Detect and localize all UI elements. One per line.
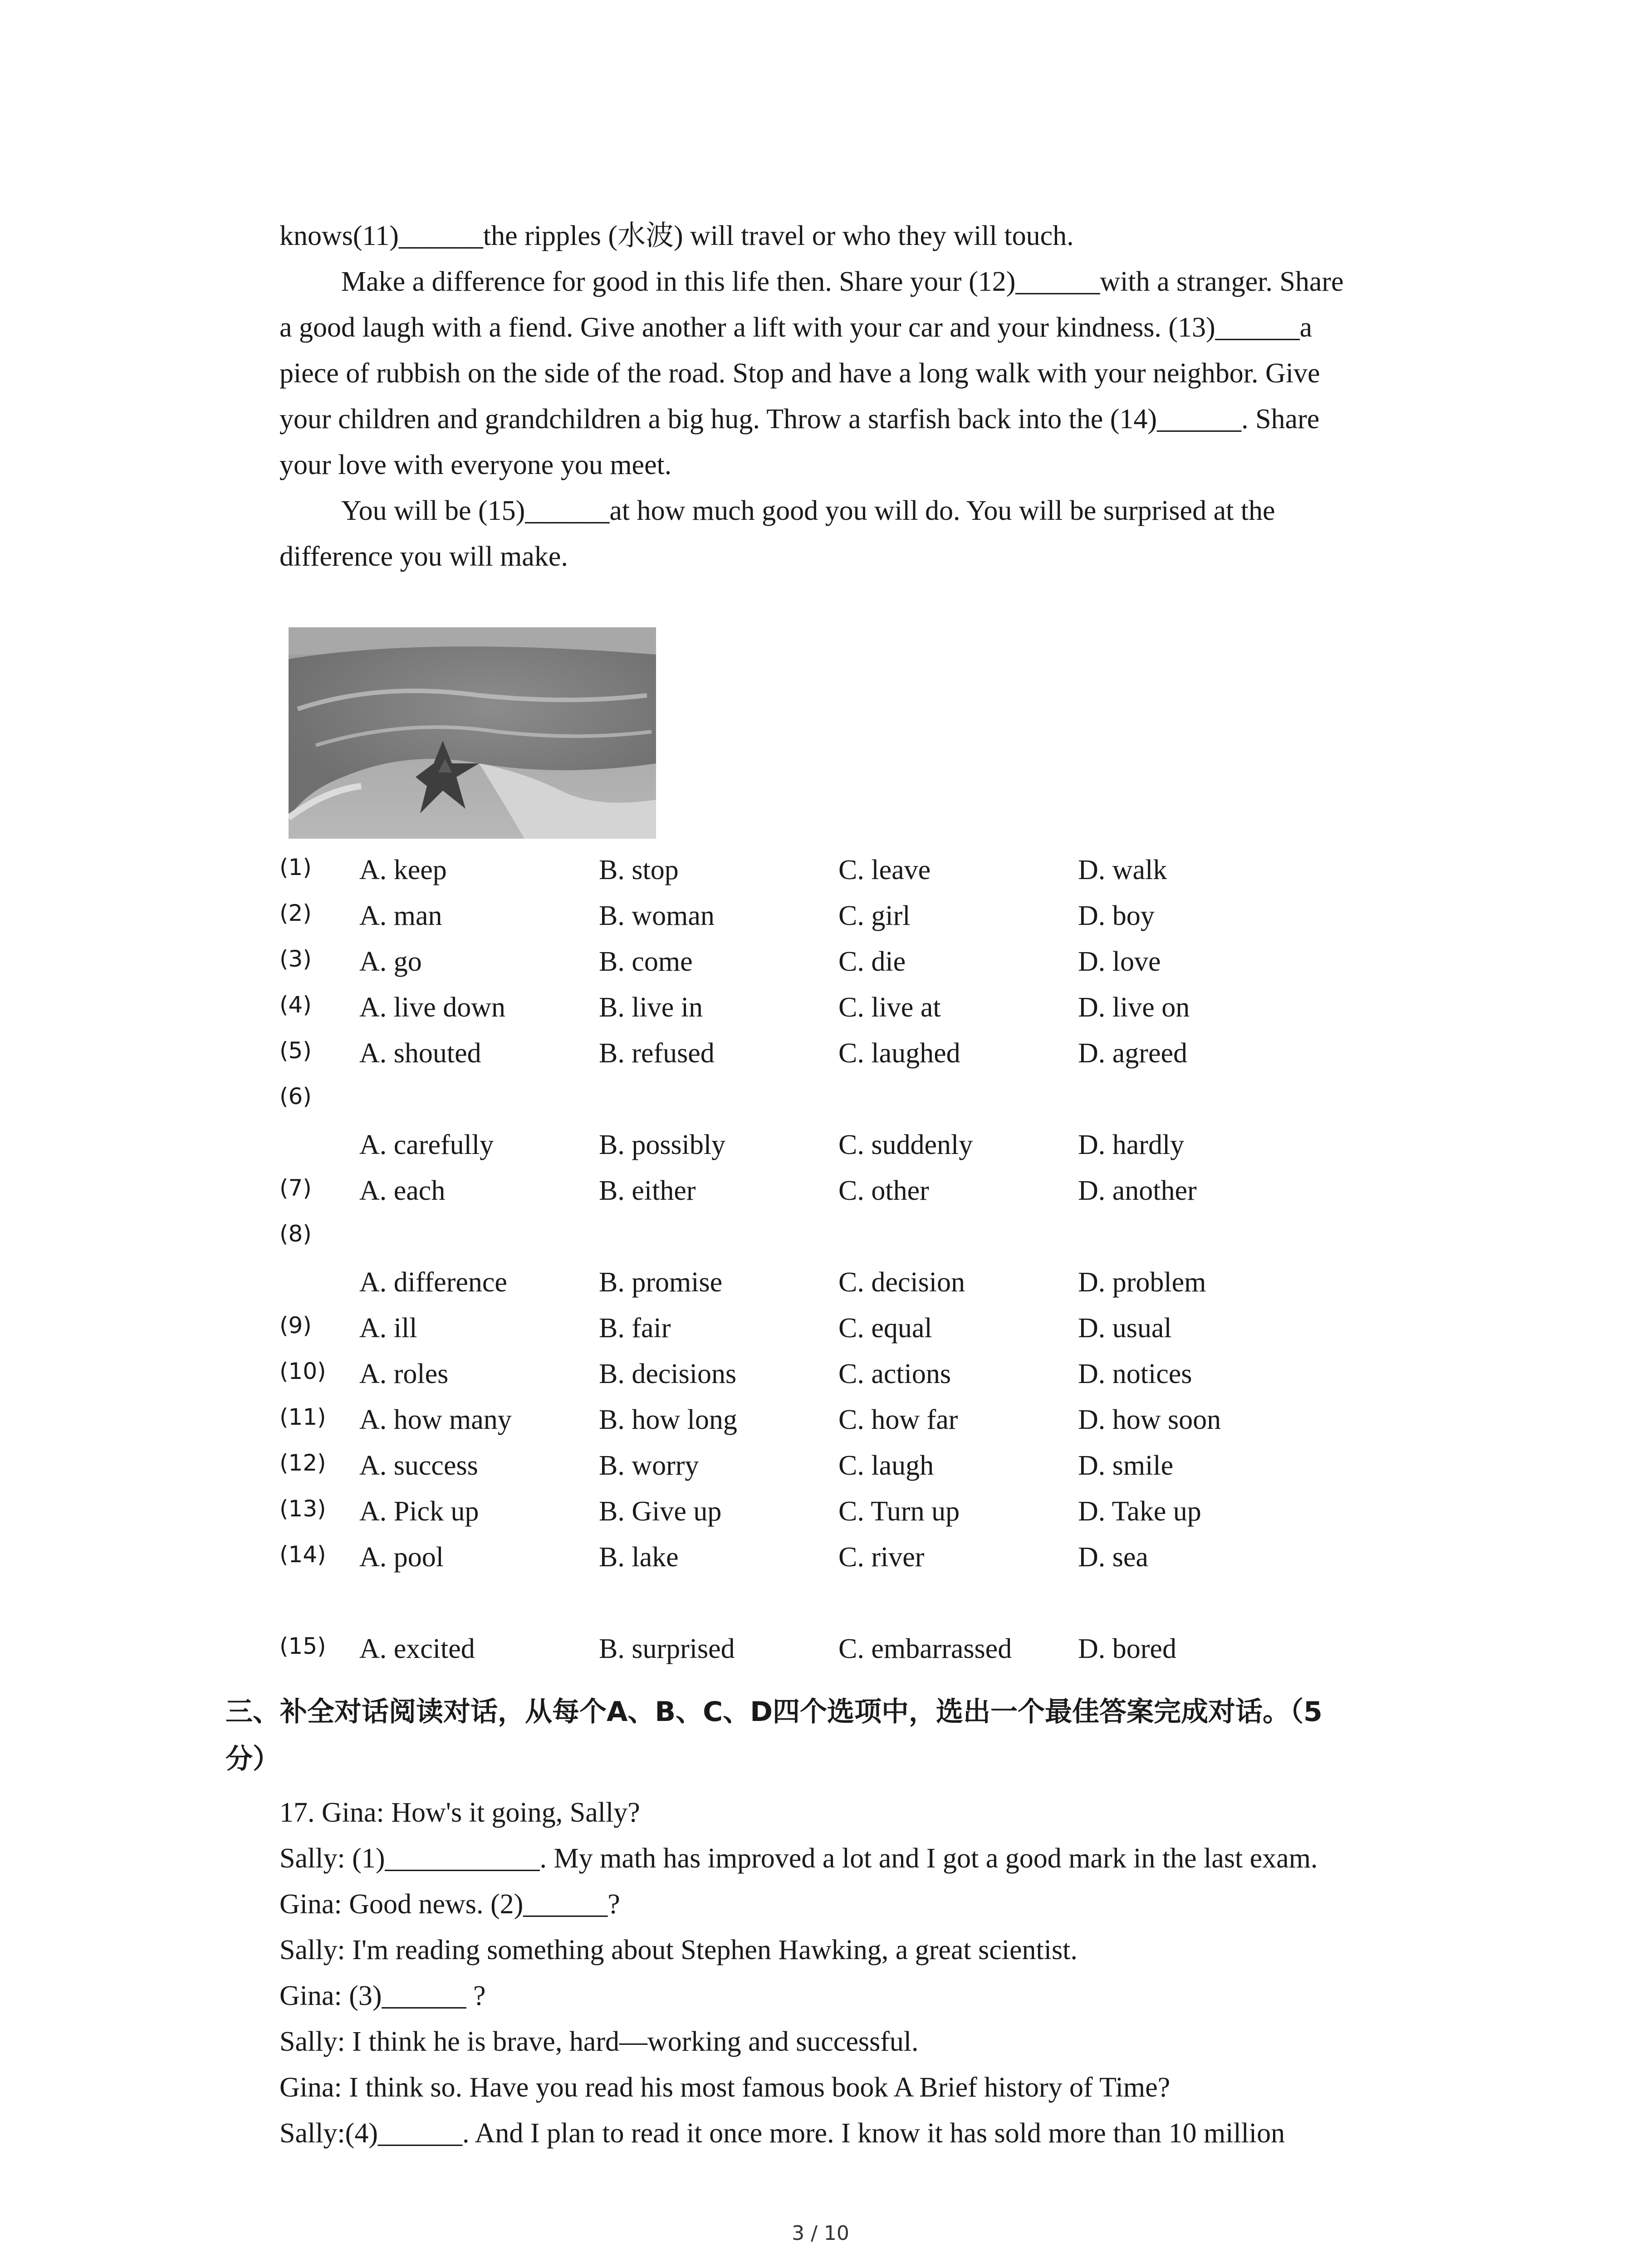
option-a: A. roles: [359, 1359, 449, 1389]
option-a: A. carefully: [359, 1129, 494, 1160]
option-b: B. possibly: [599, 1129, 726, 1160]
option-row: [279, 1076, 1441, 1122]
option-c: C. equal: [838, 1313, 932, 1344]
passage-line: piece of rubbish on the side of the road. Stop and have a long walk with your neighbor. Give: [279, 358, 1320, 389]
option-row: [279, 893, 1441, 939]
page-number: 3 / 10: [792, 2222, 849, 2245]
option-b: B. promise: [599, 1267, 723, 1298]
options-list: [279, 847, 1441, 1672]
option-c: C. leave: [838, 855, 931, 885]
option-b: B. woman: [599, 900, 715, 931]
option-row: [279, 1168, 1441, 1214]
option-d: D. bored: [1078, 1633, 1176, 1664]
option-d: D. how soon: [1078, 1404, 1221, 1435]
option-b: B. lake: [599, 1542, 679, 1573]
option-a: A. success: [359, 1450, 478, 1481]
option-b: B. either: [599, 1175, 696, 1206]
passage-line: Make a difference for good in this life then. Share your (12)______with a stranger. Share: [341, 266, 1344, 297]
option-row: [279, 1443, 1441, 1489]
question-number: (11): [279, 1404, 326, 1430]
option-a: A. excited: [359, 1633, 475, 1664]
dialog-line: Sally: I'm reading something about Stephen Hawking, a great scientist.: [279, 1935, 1078, 1965]
option-b: B. decisions: [599, 1359, 737, 1389]
option-a: A. how many: [359, 1404, 512, 1435]
option-a: A. live down: [359, 992, 506, 1023]
question-number: (1): [279, 854, 312, 880]
option-row: [279, 1489, 1441, 1535]
option-a: A. go: [359, 946, 422, 977]
option-b: B. stop: [599, 855, 679, 885]
option-d: D. usual: [1078, 1313, 1172, 1344]
option-d: D. problem: [1078, 1267, 1206, 1298]
dialog-line: Sally: I think he is brave, hard—working and successful.: [279, 2026, 919, 2057]
option-row: [279, 1535, 1441, 1580]
question-number: (4): [279, 992, 312, 1018]
section-heading-line: 三、补全对话阅读对话，从每个A、B、C、D四个选项中，选出一个最佳答案完成对话。（5: [225, 1696, 1323, 1728]
option-d: D. Take up: [1078, 1496, 1201, 1527]
option-row: [279, 847, 1441, 893]
passage-line: You will be (15)______at how much good you will do. You will be surprised at the: [341, 495, 1275, 526]
option-row: [279, 1214, 1441, 1260]
option-d: D. walk: [1078, 855, 1167, 885]
option-row: [279, 1351, 1441, 1397]
option-c: C. live at: [838, 992, 941, 1023]
dialog-line: Gina: (3)______ ?: [279, 1980, 486, 2011]
option-d: D. boy: [1078, 900, 1155, 931]
question-number: (10): [279, 1358, 326, 1384]
option-c: C. other: [838, 1175, 929, 1206]
question-number: (7): [279, 1175, 312, 1201]
passage: [279, 213, 1441, 580]
option-row: [279, 985, 1441, 1031]
option-a: A. each: [359, 1175, 446, 1206]
option-row: [279, 1031, 1441, 1076]
option-c: C. actions: [838, 1359, 951, 1389]
section-heading-line: 分）: [225, 1743, 280, 1775]
option-c: C. laugh: [838, 1450, 934, 1481]
option-row: [279, 1626, 1441, 1672]
question-number: (8): [279, 1221, 312, 1247]
option-c: C. decision: [838, 1267, 965, 1298]
section-heading: [225, 1688, 1450, 1783]
option-c: C. die: [838, 946, 906, 977]
dialog: [279, 1790, 1318, 2156]
option-c: C. girl: [838, 900, 911, 931]
dialog-line: Sally:(4)______. And I plan to read it once more. I know it has sold more than 10 million: [279, 2118, 1285, 2149]
option-row: [279, 1305, 1441, 1351]
option-a: A. ill: [359, 1313, 417, 1344]
option-row: [279, 939, 1441, 985]
option-b: B. surprised: [599, 1633, 735, 1664]
question-number: (5): [279, 1037, 312, 1064]
option-a: A. pool: [359, 1542, 444, 1573]
option-d: D. notices: [1078, 1359, 1192, 1389]
option-a: A. shouted: [359, 1038, 481, 1069]
question-number: (3): [279, 946, 312, 972]
option-a: A. man: [359, 900, 442, 931]
option-b: B. live in: [599, 992, 703, 1023]
dialog-line: Sally: (1)___________. My math has improved a lot and I got a good mark in the last exam.: [279, 1843, 1318, 1874]
question-number: (15): [279, 1633, 326, 1659]
passage-line: knows(11)______the ripples (水波) will travel or who they will touch.: [279, 220, 1074, 251]
question-number: (13): [279, 1496, 326, 1522]
option-a: A. keep: [359, 855, 447, 885]
option-c: C. Turn up: [838, 1496, 960, 1527]
option-d: D. sea: [1078, 1542, 1148, 1573]
dialog-line: Gina: Good news. (2)______?: [279, 1889, 620, 1920]
question-number: (6): [279, 1083, 312, 1110]
passage-line: your children and grandchildren a big hug. Throw a starfish back into the (14)______. Share: [279, 404, 1320, 435]
option-b: B. Give up: [599, 1496, 722, 1527]
passage-line: a good laugh with a fiend. Give another a lift with your car and your kindness. (13)______a: [279, 312, 1313, 343]
dialog-line: 17. Gina: How's it going, Sally?: [279, 1797, 640, 1828]
option-row: [279, 1122, 1441, 1168]
question-number: (14): [279, 1541, 326, 1568]
option-a: A. difference: [359, 1267, 507, 1298]
option-d: D. agreed: [1078, 1038, 1187, 1069]
option-row: [279, 1397, 1441, 1443]
option-b: B. come: [599, 946, 693, 977]
option-b: B. worry: [599, 1450, 699, 1481]
option-spacer: [279, 1580, 1441, 1626]
option-b: B. fair: [599, 1313, 671, 1344]
option-b: B. how long: [599, 1404, 737, 1435]
option-d: D. love: [1078, 946, 1161, 977]
option-d: D. smile: [1078, 1450, 1174, 1481]
question-number: (9): [279, 1312, 312, 1339]
option-d: D. hardly: [1078, 1129, 1185, 1160]
option-c: C. how far: [838, 1404, 958, 1435]
passage-line: your love with everyone you meet.: [279, 450, 672, 480]
question-number: (2): [279, 900, 312, 926]
option-d: D. live on: [1078, 992, 1190, 1023]
dialog-line: Gina: I think so. Have you read his most famous book A Brief history of Time?: [279, 2072, 1171, 2103]
option-a: A. Pick up: [359, 1496, 479, 1527]
option-c: C. river: [838, 1542, 925, 1573]
passage-line: difference you will make.: [279, 541, 568, 572]
option-c: C. embarrassed: [838, 1633, 1012, 1664]
option-d: D. another: [1078, 1175, 1197, 1206]
option-c: C. suddenly: [838, 1129, 973, 1160]
option-b: B. refused: [599, 1038, 715, 1069]
option-row: [279, 1260, 1441, 1305]
question-number: (12): [279, 1450, 326, 1476]
starfish-beach-photo: [289, 627, 656, 839]
option-c: C. laughed: [838, 1038, 960, 1069]
